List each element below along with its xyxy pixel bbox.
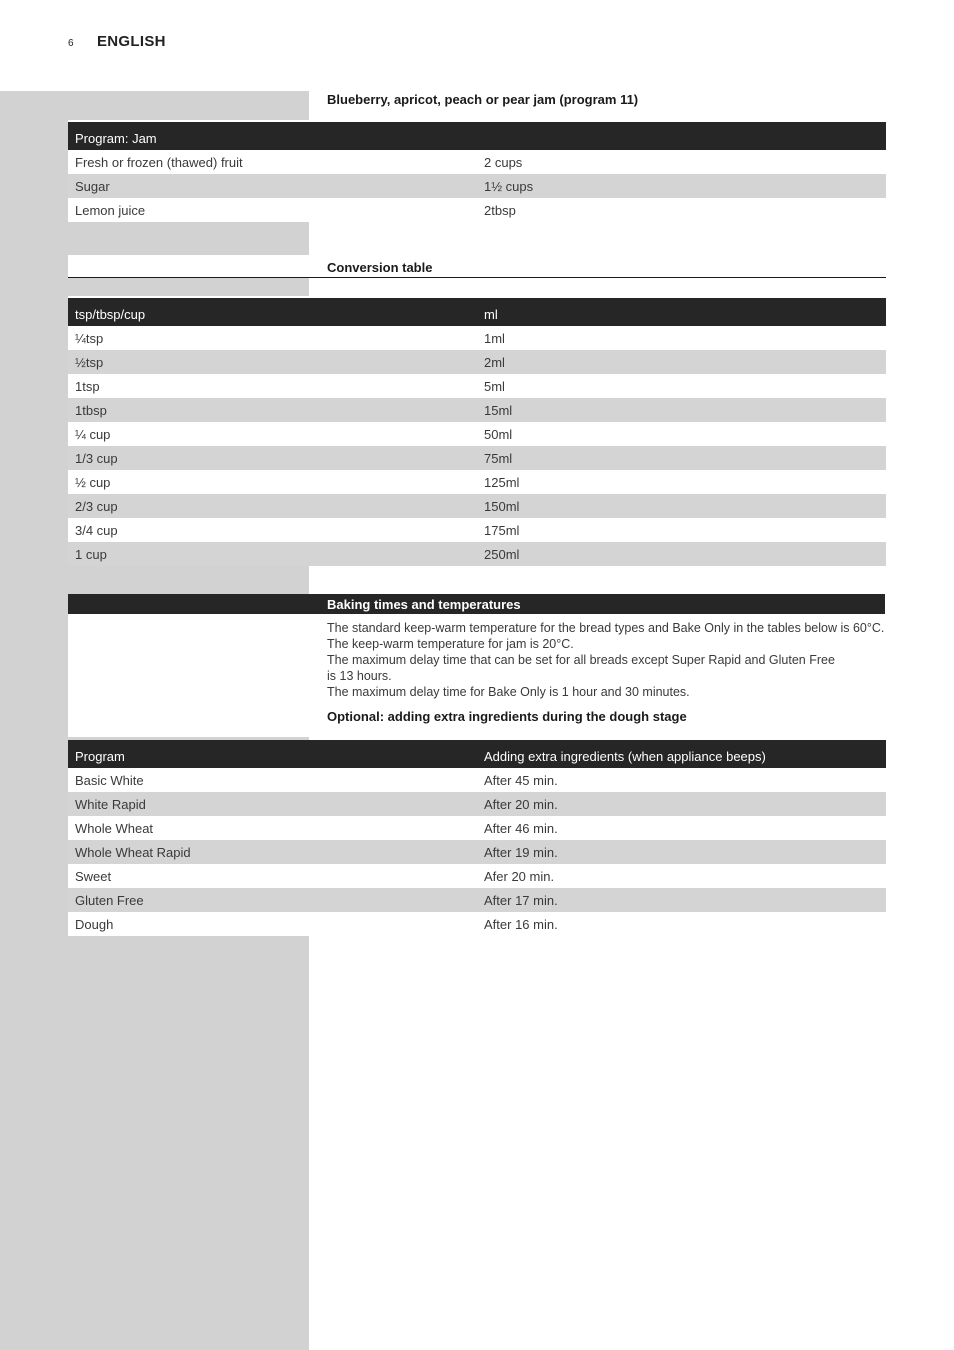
ingredients-table: [68, 740, 886, 936]
table-cell: 1 cup: [75, 547, 107, 562]
table-cell: Dough: [75, 917, 114, 932]
table-row: [68, 864, 886, 888]
table-cell: Lemon juice: [75, 203, 146, 218]
table-header-row: [68, 740, 886, 768]
table-row: [68, 150, 886, 174]
table-cell: After 19 min.: [484, 845, 558, 860]
table-row: [68, 198, 886, 222]
table-row: [68, 816, 886, 840]
table-row: [68, 542, 886, 566]
table-row: [68, 518, 886, 542]
table-cell: ¼tsp: [75, 331, 104, 346]
table-header-row: [68, 298, 886, 326]
paragraph-line: The maximum delay time that can be set for all breads except Super Rapid and Gluten Free: [327, 653, 835, 667]
table-cell: 2ml: [484, 355, 505, 370]
table-cell: 50ml: [484, 427, 513, 442]
table-row: [68, 494, 886, 518]
table-row: [68, 446, 886, 470]
paragraph-line: The maximum delay time for Bake Only is 1 hour and 30 minutes.: [327, 685, 690, 699]
paragraph-line: The keep-warm temperature for jam is 20°C.: [327, 637, 574, 651]
table-row: [68, 470, 886, 494]
table-cell: 3/4 cup: [75, 523, 118, 538]
header-cell: Program: [75, 749, 125, 764]
paragraph-line: is 13 hours.: [327, 669, 392, 683]
table-cell: Fresh or frozen (thawed) fruit: [75, 155, 243, 170]
table-row: [68, 374, 886, 398]
header-cell: Adding extra ingredients (when appliance beeps): [484, 749, 766, 764]
table-cell: 1tsp: [75, 379, 100, 394]
table-cell: Whole Wheat Rapid: [75, 845, 191, 860]
table-cell: Sweet: [75, 869, 112, 884]
table-cell: Basic White: [75, 773, 144, 788]
table-cell: 1ml: [484, 331, 505, 346]
table-cell: 1tbsp: [75, 403, 107, 418]
table-row: [68, 888, 886, 912]
table-cell: After 45 min.: [484, 773, 558, 788]
table-row: [68, 912, 886, 936]
table-cell: 250ml: [484, 547, 520, 562]
baking-section-bar: [68, 594, 885, 614]
paragraph-line: The standard keep-warm temperature for the bread types and Bake Only in the tables below is 60°C.: [327, 621, 885, 635]
table-row: [68, 350, 886, 374]
table-cell: ½tsp: [75, 355, 104, 370]
table-header-row: [68, 122, 886, 150]
jam-table: [68, 122, 886, 222]
table-cell: 175ml: [484, 523, 520, 538]
page-number: 6: [68, 38, 74, 49]
heading-box: [68, 255, 309, 277]
table-cell: 75ml: [484, 451, 513, 466]
table-row: [68, 840, 886, 864]
baking-paragraph: [327, 620, 887, 700]
table-row: [68, 768, 886, 792]
header-cell: tsp/tbsp/cup: [75, 307, 146, 322]
table-cell: 150ml: [484, 499, 520, 514]
header-cell: Program: Jam: [75, 131, 157, 146]
table-cell: 2tbsp: [484, 203, 516, 218]
table-cell: After 46 min.: [484, 821, 558, 836]
page-language: ENGLISH: [97, 33, 166, 50]
header-cell: ml: [484, 307, 498, 322]
table-row: [68, 792, 886, 816]
table-cell: Gluten Free: [75, 893, 144, 908]
heading-rule: [68, 277, 886, 278]
table-cell: Afer 20 min.: [484, 869, 555, 884]
table-cell: Whole Wheat: [75, 821, 154, 836]
optional-section-title: Optional: adding extra ingredients during the dough stage: [327, 709, 687, 724]
table-row: [68, 326, 886, 350]
table-cell: 2/3 cup: [75, 499, 118, 514]
table-cell: 2 cups: [484, 155, 523, 170]
table-cell: 5ml: [484, 379, 505, 394]
jam-section-title: Blueberry, apricot, peach or pear jam (program 11): [327, 92, 639, 107]
table-cell: After 16 min.: [484, 917, 558, 932]
table-cell: ¼ cup: [75, 427, 111, 442]
conversion-section-title: Conversion table: [327, 260, 433, 275]
table-cell: White Rapid: [75, 797, 146, 812]
table-cell: 15ml: [484, 403, 513, 418]
table-cell: Sugar: [75, 179, 110, 194]
table-cell: ½ cup: [75, 475, 111, 490]
table-cell: After 17 min.: [484, 893, 558, 908]
table-row: [68, 398, 886, 422]
baking-section-title: Baking times and temperatures: [327, 597, 521, 612]
conversion-table: [68, 298, 886, 566]
section-box: [68, 614, 309, 737]
table-row: [68, 174, 886, 198]
table-row: [68, 422, 886, 446]
table-cell: 125ml: [484, 475, 520, 490]
table-cell: After 20 min.: [484, 797, 558, 812]
table-cell: 1/3 cup: [75, 451, 118, 466]
table-cell: 1½ cups: [484, 179, 534, 194]
